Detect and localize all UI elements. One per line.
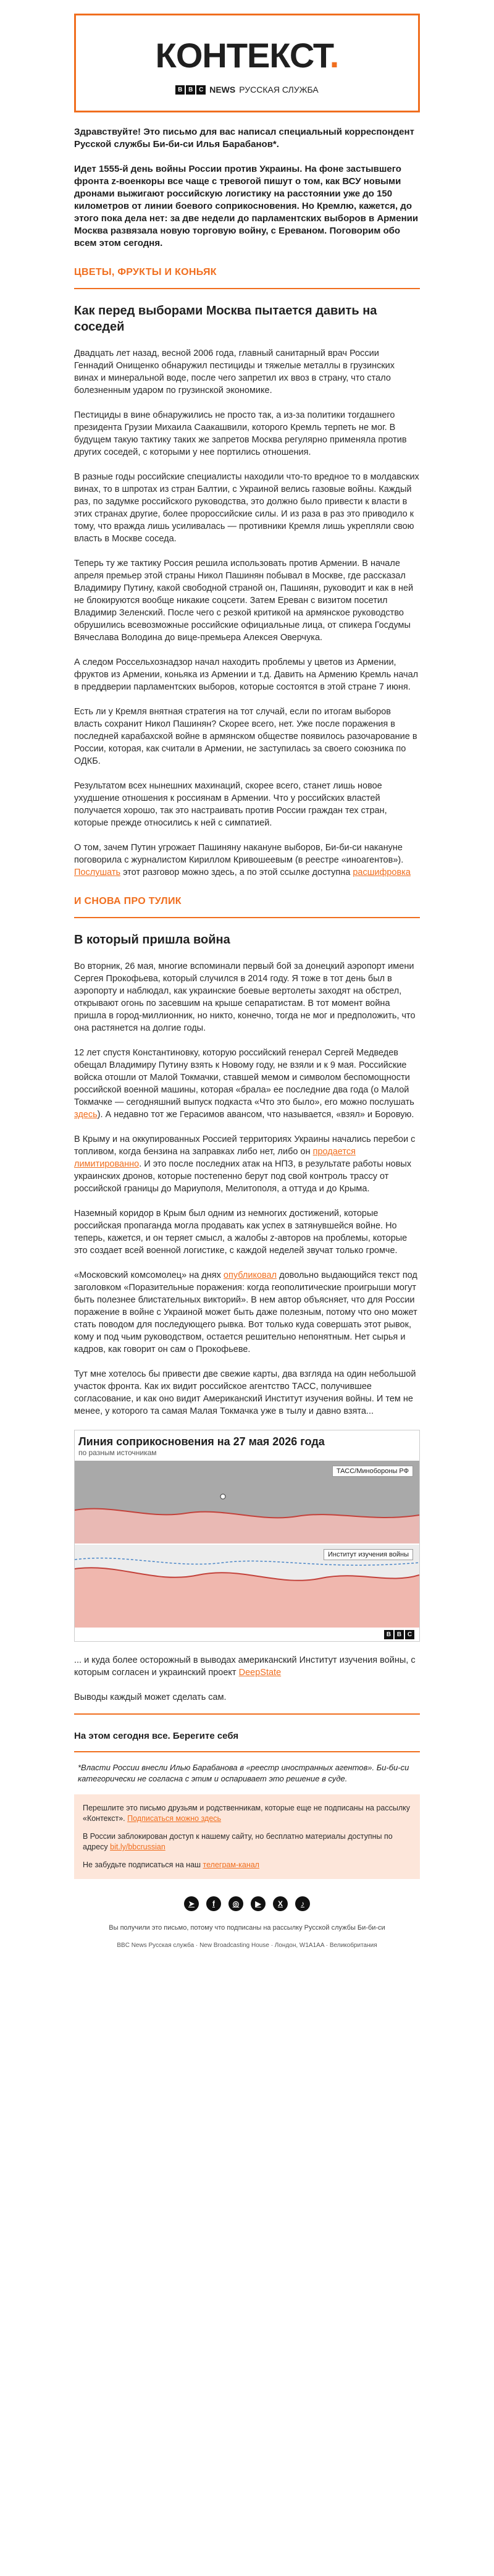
greeting: Здравствуйте! Это письмо для вас написал специальный корреспондент Русской службы Би-би-си Илья Барабанов*.: [74, 127, 414, 150]
transcript-link[interactable]: расшифровка: [353, 868, 411, 877]
foreign-agent-note: *Власти России внесли Илью Барабанова в «реестр иностранных агентов». Би-би-си категорически не согласна с этим и оспаривает это решение в суде.: [78, 1763, 409, 1783]
deepstate-link[interactable]: DeepState: [238, 1668, 282, 1678]
signoff: На этом сегодня все. Берегите себя: [74, 1731, 239, 1741]
text: этот разговор можно здесь, а по этой ссылке доступна: [123, 868, 351, 877]
text: ... и куда более осторожный в выводах американский Институт изучения войны, с которым согласен и украинский проект: [74, 1655, 416, 1678]
text: В России заблокирован доступ к нашему сайту, но бесплатно материалы доступны по адресу: [83, 1832, 393, 1851]
text: Перешлите это письмо друзьям и родственникам, которые еще не подписаны на рассылку «Контекст».: [83, 1804, 411, 1823]
bbc-letter: C: [405, 1630, 414, 1639]
paragraph-with-links: [74, 1047, 420, 1121]
bbc-letter: B: [384, 1630, 393, 1639]
text: . И это после последних атак на НПЗ, в результате работы новых украинских дронов, которые постепенно берут под свой контроль трассу от российской границы до Мариуполя, Мелитополя, а оттуда и до Крыма.: [74, 1159, 412, 1194]
logo-dot: .: [329, 36, 339, 75]
mirror-link[interactable]: bit.ly/bbcrussian: [110, 1843, 165, 1851]
podcast-link[interactable]: здесь: [74, 1110, 98, 1120]
text: ). А недавно тот же Герасимов авансом, что называется, «взял» и Боровую.: [97, 1110, 414, 1120]
map-footer: [75, 1628, 419, 1641]
bbc-service-line: [76, 85, 418, 95]
service-name: РУССКАЯ СЛУЖБА: [239, 85, 319, 95]
youtube-icon[interactable]: ▶: [251, 1896, 266, 1911]
map-graphic: [75, 1461, 419, 1628]
text: О том, зачем Путин угрожает Пашиняну накануне выборов, Би-би-си накануне поговорила с журналистом Кириллом Кривошеевым (в реестре «иноагентов»).: [74, 843, 404, 865]
paragraph-with-links: [74, 1269, 420, 1356]
section-link-tulik[interactable]: И СНОВА ПРО ТУЛИК: [74, 896, 182, 906]
paragraph-with-links: [74, 1133, 420, 1195]
city-marker: [220, 1494, 225, 1499]
map-subtitle: по разным источникам: [78, 1448, 157, 1457]
bbc-letter: B: [395, 1630, 404, 1639]
divider: [74, 1713, 420, 1715]
paragraph: Пестициды в вине обнаружились не просто так, а из-за политики тогдашнего президента Грузии Михаила Саакашвили, которого Кремль терпеть не мог. В будущем такую тактику таких же запретов Москва регулярно применяла против других соседей, с которыми у нее портились отношения.: [74, 410, 407, 457]
paragraph: Выводы каждый может сделать сам.: [74, 1692, 227, 1702]
footer-info-box: [74, 1794, 420, 1879]
x-icon[interactable]: X: [273, 1896, 288, 1911]
footer-paragraph: [83, 1860, 411, 1870]
section-title: Как перед выборами Москва пытается давить на соседей: [74, 304, 377, 334]
paragraph: А следом Россельхознадзор начал находить проблемы у цветов из Армении, фруктов из Армении, коньяка из Армении и т.д. Давить на Армению Кремль начал в преддверии парламентских выборов, которые состоятся в этой стране 7 июня.: [74, 657, 419, 692]
text: «Московский комсомолец» на днях: [74, 1270, 221, 1280]
map-label-isw: Институт изучения войны: [324, 1549, 413, 1560]
listen-link[interactable]: Послушать: [74, 868, 121, 877]
map-title: Линия соприкосновения на 27 мая 2026 года: [78, 1435, 325, 1448]
subscription-reason: Вы получили это письмо, потому что подписаны на рассылку Русской службы Би-би-си: [109, 1924, 385, 1932]
telegram-icon[interactable]: ➤: [184, 1896, 199, 1911]
paragraph: Во вторник, 26 мая, многие вспоминали первый бой за донецкий аэропорт имени Сергея Прокофьева, который случился в 2014 году. Я тоже в тот день был в аэропорту и наблюдал, как украинские боевые вертолеты заходят на обстрел, открывают огонь по засевшим на крыше сепаратистам. В тот момент война пришла в город-миллионник, но никто, конечно, тогда не мог и предположить, что она растянется на долгие годы.: [74, 961, 416, 1033]
paragraph-with-links: [74, 1654, 420, 1679]
paragraph: Теперь ту же тактику Россия решила использовать против Армении. В начале апреля премьер этой страны Никол Пашинян побывал в Москве, где рассказал Владимиру Путину, какой свободной страной он, Пашинян, руководит и как в ней не блокируются вообще никакие соцсети. Затем Ереван с визитом посетил Владимир Зеленский. После чего с резкой критикой на армянское руководство обрушились всевозможные российские официальные лица, от спикера Госдумы Вячеслава Володина до вице-премьера Алексея Оверчука.: [74, 559, 414, 643]
paragraph: Результатом всех нынешних махинаций, скорее всего, станет лишь новое ухудшение отношения к россиянам в Армении. Что у российских властей получается хорошо, так это настраивать против России граждан тех стран, которые прежде относились к ней с симпатией.: [74, 781, 387, 828]
paragraph: Тут мне хотелось бы привести две свежие карты, два взгляда на один небольшой участок фронта. Как их видит российское агентство ТАСС, получившее согласование, и как оно видит Американский Институт изучения войны. И тем не менее, у которого та самая Малая Токмачка уже в тылу и давно взята...: [74, 1369, 416, 1416]
section-link-flowers[interactable]: ЦВЕТЫ, ФРУКТЫ И КОНЬЯК: [74, 267, 217, 277]
paragraph: Двадцать лет назад, весной 2006 года, главный санитарный врач России Геннадий Онищенко обнаружил пестициды и тяжелые металлы в грузинских винах и минеральной воде, после чего запретил их ввоз в страну, что стало болезненным ударом по грузинской экономике.: [74, 348, 395, 395]
footer-address: BBC News Русская служба · New Broadcasting House · Лондон, W1A1AA · Великобритания: [117, 1942, 377, 1949]
tiktok-icon[interactable]: ♪: [295, 1896, 310, 1911]
paragraph: Наземный коридор в Крым был одним из немногих достижений, которые российская пропаганда могла продавать как успех в затянувшейся войне. Но теперь, кажется, и он теряет смысл, а жалобы z-авторов на проблемы, которые это создает всей военной логистике, с каждой неделей звучат только громче.: [74, 1209, 408, 1256]
divider: [74, 1751, 420, 1752]
news-word: NEWS: [209, 85, 236, 95]
paragraph-with-links: [74, 842, 420, 879]
paragraph: В разные годы российские специалисты находили что-то вредное то в молдавских винах, то в шпротах из стран Балтии, с Украиной велись газовые войны. Каждый раз, по задумке российского руководства, это должно было привести к власти в этих странах другие, более пророссийские силы. И из раза в раз это приводило к тому, что вражда лишь усиливалась — противники Кремля лишь укрепляли свою власть в Москве соседа.: [74, 472, 419, 544]
section-title: В который пришла война: [74, 933, 230, 947]
text: Не забудьте подписаться на наш: [83, 1860, 201, 1869]
map-label-tass: ТАСС/Минобороны РФ: [332, 1466, 413, 1477]
text: довольно выдающийся текст под заголовком «Поразительные поражения: когда геополитические проигрыши могут быть полезнее блистательных викторий». В нем автор объясняет, что для России поражение в войне с Украиной может быть даже полезным, потому что оно может стать поводом для последующего рывка. Вот только куда совершать этот рывок, кому и под чьим руководством, остается решительно непонятным. Нет сырья и кадров, как говорит он сам о Прокофьеве.: [74, 1270, 417, 1354]
logo-text: КОНТЕКСТ: [155, 36, 330, 75]
divider: [74, 917, 420, 918]
divider: [74, 288, 420, 289]
text: 12 лет спустя Константиновку, которую российский генерал Сергей Медведев обещал Владимиру Путину взять к Новому году, не взяли и к 9 мая. Российские войска отошли от Малой Токмачки, ставшей мемом и символом беспомощности российской военной машины, которая «брала» ее последние два года (о Малой Токмачке — сегодняшний выпуск подкаста «Что это было», его можно послушать: [74, 1048, 414, 1107]
bbc-logo: [175, 85, 206, 95]
paragraph: Есть ли у Кремля внятная стратегия на тот случай, если по итогам выборов власть сохранит Никол Пашинян? Скорее всего, нет. Уже после поражения в последней карабахской войне в армянском обществе появилось разочарование в России, которая, как считали в Армении, не заступилась за своего союзника по ОДКБ.: [74, 707, 417, 766]
footer-paragraph: [83, 1803, 411, 1824]
social-icons: [74, 1896, 420, 1911]
email-column: [74, 14, 420, 1950]
article-link[interactable]: опубликовал: [223, 1270, 277, 1280]
facebook-icon[interactable]: f: [206, 1896, 221, 1911]
fuel-link[interactable]: продается лимитированно: [74, 1147, 356, 1169]
bbc-letter: C: [196, 85, 206, 95]
bbc-letter: B: [175, 85, 185, 95]
bbc-logo: [384, 1630, 414, 1639]
footer-paragraph: [83, 1831, 411, 1852]
lead-paragraph: Идет 1555-й день войны России против Украины. На фоне застывшего фронта z-военкоры все чаще с тревогой пишут о том, как ВСУ новыми дронами выжигают российскую логистику на расстоянии уже до 150 километров от линии боевого соприкосновения. Но Кремлю, кажется, до этого пока дела нет: за две недели до парламентских выборов в Армении Москва развязала новую торговую войну, с Ереваном. Поговорим обо всем этом сегодня.: [74, 164, 419, 248]
kontekst-logo: [76, 35, 418, 75]
instagram-icon[interactable]: ◎: [228, 1896, 243, 1911]
newsletter-header: [74, 14, 420, 112]
frontline-map: [75, 1461, 419, 1628]
telegram-channel-link[interactable]: телеграм-канал: [203, 1860, 259, 1869]
bbc-letter: B: [186, 85, 195, 95]
subscribe-link[interactable]: Подписаться можно здесь: [127, 1814, 222, 1823]
text: В Крыму и на оккупированных Россией территориях Украины начались перебои с топливом, когда бензина на заправках либо нет, либо он: [74, 1134, 416, 1157]
frontline-map-figure: [74, 1430, 420, 1642]
